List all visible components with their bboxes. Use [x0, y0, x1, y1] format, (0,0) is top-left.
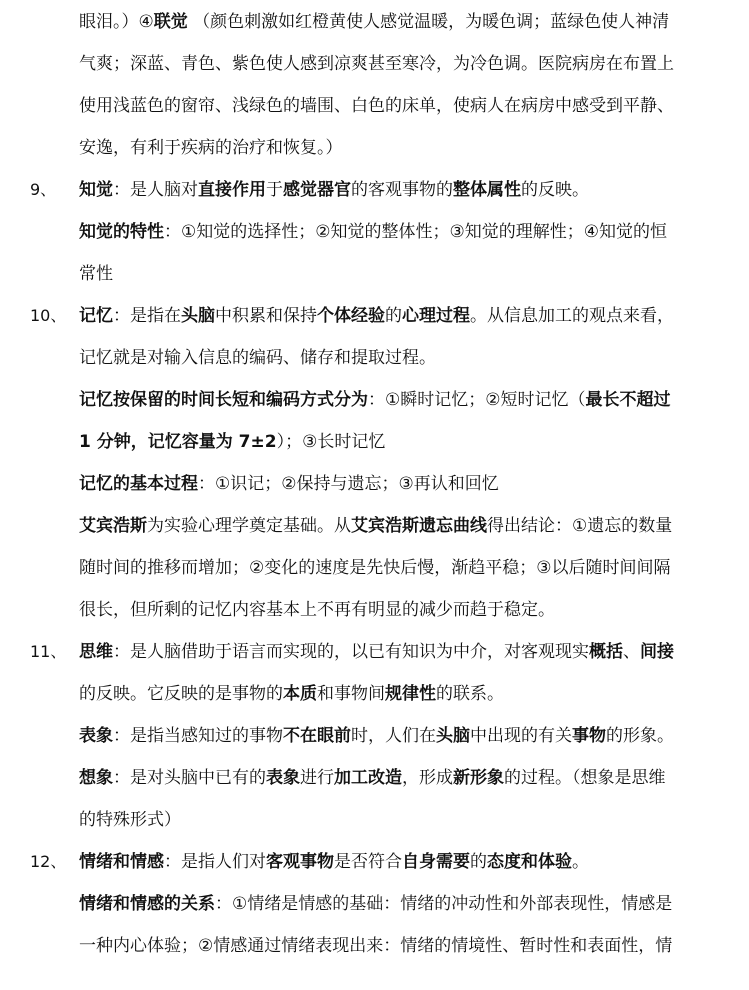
bold-term: 规律性 — [385, 684, 436, 704]
text-line — [79, 767, 733, 789]
bold-term: 1 分钟，记忆容量为 7±2 — [79, 432, 277, 452]
text-line — [79, 179, 733, 201]
text-line — [79, 809, 733, 831]
text-segment: ：是指在 — [113, 306, 181, 326]
text-segment: 。 — [572, 852, 589, 872]
text-line — [79, 53, 733, 75]
bold-term: 记忆按保留的时间长短和编码方式分为 — [79, 390, 368, 410]
text-line — [79, 431, 733, 453]
text-line — [79, 95, 733, 117]
text-segment: 一种内心体验；②情感通过情绪表现出来：情绪的情境性、暂时性和表面性，情 — [79, 936, 673, 956]
text-segment: （颜色刺激如红橙黄使人感觉温暖，为暖色调；蓝绿色使人神清 — [187, 12, 670, 32]
text-line — [79, 683, 733, 705]
bold-term: 情绪和情感的关系 — [79, 894, 215, 914]
bold-term: 间接 — [640, 642, 674, 662]
bold-term: 概括 — [589, 642, 623, 662]
text-segment: 的过程。（想象是思维 — [504, 768, 666, 788]
bold-term: 表象 — [79, 726, 113, 746]
bold-term: 加工改造 — [334, 768, 402, 788]
bold-term: 本质 — [283, 684, 317, 704]
bold-term: 想象 — [79, 768, 113, 788]
bold-term: 联觉 — [153, 12, 188, 32]
bold-term: 知觉 — [79, 180, 113, 200]
text-segment: 很长，但所剩的记忆内容基本上不再有明显的减少而趋于稳定。 — [79, 600, 555, 620]
bold-term: 头脑 — [181, 306, 215, 326]
text-segment: 的客观事物的 — [351, 180, 453, 200]
bold-term: 头脑 — [436, 726, 470, 746]
bold-term: 整体属性 — [453, 180, 521, 200]
text-segment: 使用浅蓝色的窗帘、浅绿色的墙围、白色的床单，使病人在病房中感受到平静、 — [79, 96, 674, 116]
item-number: 9、 — [30, 180, 57, 199]
text-segment: 时，人们在 — [351, 726, 436, 746]
text-segment: 中积累和保持 — [215, 306, 317, 326]
text-segment: ）；③长时记忆 — [276, 432, 386, 452]
bold-term: 不在眼前 — [283, 726, 351, 746]
text-segment: 安逸，有利于疾病的治疗和恢复。） — [79, 138, 343, 158]
text-segment: 为实验心理学奠定基础。从 — [147, 516, 351, 536]
text-segment: 进行 — [300, 768, 334, 788]
bold-term: 个体经验 — [317, 306, 385, 326]
text-segment: ：是人脑借助于语言而实现的，以已有知识为中介，对客观现实 — [113, 642, 589, 662]
bold-term: 艾宾浩斯 — [79, 516, 147, 536]
bold-term: 直接作用 — [198, 180, 266, 200]
text-line — [79, 599, 733, 621]
text-segment: ：①知觉的选择性；②知觉的整体性；③知觉的理解性；④知觉的恒 — [164, 222, 667, 242]
text-segment: 、 — [623, 642, 640, 662]
bold-term: 态度和体验 — [487, 852, 572, 872]
text-line — [79, 389, 733, 411]
bold-term: 最长不超过 — [585, 390, 671, 410]
bold-term: 新形象 — [453, 768, 504, 788]
text-segment: 的形象。 — [606, 726, 674, 746]
text-line — [79, 893, 733, 915]
bold-term: 表象 — [266, 768, 300, 788]
text-segment: ：是对头脑中已有的 — [113, 768, 266, 788]
text-line — [79, 263, 733, 285]
text-line — [79, 641, 733, 663]
text-segment: 常性 — [79, 264, 113, 284]
text-segment: ：是人脑对 — [113, 180, 198, 200]
text-segment: ，形成 — [402, 768, 453, 788]
text-line — [79, 515, 733, 537]
bold-term: 情绪和情感 — [79, 852, 164, 872]
text-line — [79, 851, 733, 873]
bold-term: 思维 — [79, 642, 113, 662]
item-number: 12、 — [30, 852, 67, 871]
text-segment: ：①情绪是情感的基础：情绪的冲动性和外部表现性，情感是 — [215, 894, 673, 914]
text-line — [79, 221, 733, 243]
text-segment: ：是指当感知过的事物 — [113, 726, 283, 746]
bold-term: 事物 — [572, 726, 606, 746]
text-line — [79, 725, 733, 747]
text-segment: 的反映。 — [521, 180, 589, 200]
text-line — [79, 137, 733, 159]
text-segment: 。从信息加工的观点来看， — [470, 306, 674, 326]
item-number: 11、 — [30, 642, 67, 661]
text-line — [79, 347, 733, 369]
text-segment: 随时间的推移而增加；②变化的速度是先快后慢，渐趋平稳；③以后随时间间隔 — [79, 558, 671, 578]
bold-term: 记忆的基本过程 — [79, 474, 198, 494]
text-segment: ：是指人们对 — [164, 852, 266, 872]
text-segment: 的 — [470, 852, 487, 872]
text-segment: 中出现的有关 — [470, 726, 572, 746]
text-segment: 记忆就是对输入信息的编码、储存和提取过程。 — [79, 348, 436, 368]
text-line — [79, 557, 733, 579]
bold-term: 自身需要 — [402, 852, 470, 872]
bold-term: 感觉器官 — [283, 180, 351, 200]
bold-term: 心理过程 — [402, 306, 470, 326]
item-number: 10、 — [30, 306, 67, 325]
bold-term: 记忆 — [79, 306, 113, 326]
text-segment: 的 — [385, 306, 402, 326]
text-segment: 是否符合 — [334, 852, 402, 872]
text-line — [79, 935, 733, 957]
text-segment: 的联系。 — [436, 684, 504, 704]
text-line — [79, 305, 733, 327]
text-segment: 于 — [266, 180, 283, 200]
text-line — [79, 11, 733, 33]
text-segment: 气爽；深蓝、青色、紫色使人感到凉爽甚至寒冷，为冷色调。医院病房在布置上 — [79, 54, 674, 74]
text-segment: ：①瞬时记忆；②短时记忆（ — [368, 390, 586, 410]
bold-term: 客观事物 — [266, 852, 334, 872]
text-segment: 和事物间 — [317, 684, 385, 704]
text-segment: 眼泪。）④ — [79, 12, 154, 32]
text-segment: 的特殊形式） — [79, 810, 181, 830]
text-segment: 的反映。它反映的是事物的 — [79, 684, 283, 704]
bold-term: 知觉的特性 — [79, 222, 164, 242]
text-segment: 得出结论：①遗忘的数量 — [487, 516, 673, 536]
text-segment: ：①识记；②保持与遗忘；③再认和回忆 — [198, 474, 499, 494]
text-line — [79, 473, 733, 495]
bold-term: 艾宾浩斯遗忘曲线 — [351, 516, 487, 536]
